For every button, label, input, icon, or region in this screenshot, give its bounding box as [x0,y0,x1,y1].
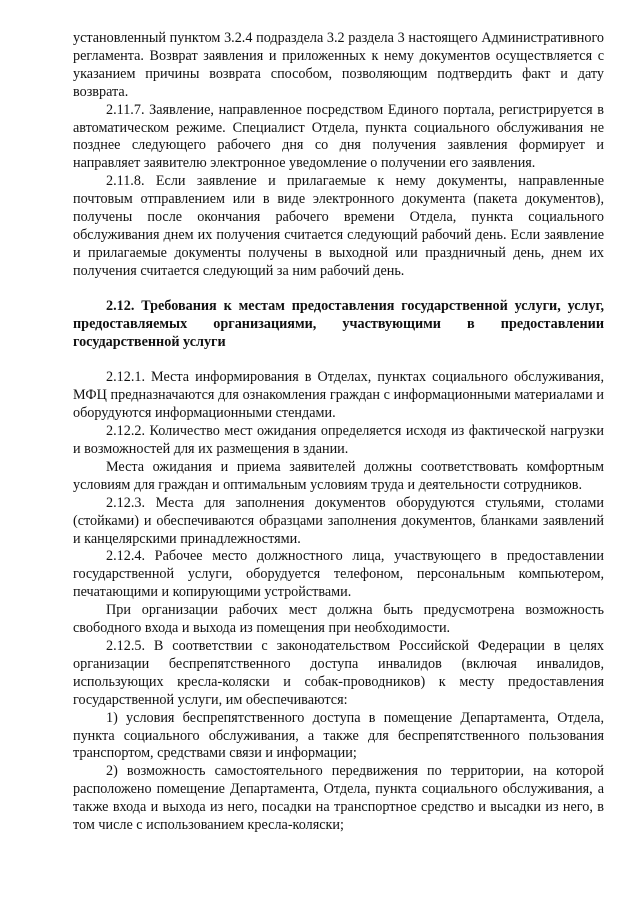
paragraph-waiting-places: Места ожидания и приема заявителей должны соответствовать комфортным условиям для граждан и оптимальным условиям труда и деятельности сотрудников. [73,458,604,493]
paragraph-2-12-1: 2.12.1. Места информирования в Отделах, пунктах социального обслуживания, МФЦ предназначаются для ознакомления граждан с информационными материалами и оборудуются информационными стендами. [73,369,604,422]
paragraph-2-12-5: 2.12.5. В соответствии с законодательством Российской Федерации в целях организации беспрепятственного доступа инвалидов (включая инвалидов, использующих кресла-коляски и собак-проводников) к месту предоставления государственной услуги, им обеспечиваются: [73,638,604,708]
section-heading-2-12: 2.12. Требования к местам предоставления государственной услуги, услуг, предоставляемых организациями, участвующими в предоставлении государственной услуги [73,297,604,350]
list-item-2: 2) возможность самостоятельного передвижения по территории, на которой расположено помещение Департамента, Отдела, пункта социального обслуживания, а также входа и выхода из него, посадки на транспортное средство и высадки из него, в том числе с использованием кресла-коляски; [73,763,604,834]
paragraph-workplace-access: При организации рабочих мест должна быть предусмотрена возможность свободного входа и выхода из помещения при необходимости. [73,602,604,637]
paragraph-2-11-7: 2.11.7. Заявление, направленное посредством Единого портала, регистрируется в автоматическом режиме. Специалист Отдела, пункта социального обслуживания не позднее следующего рабочего дня со дня получения заявления формирует и направляет заявителю электронное уведомление о получении его заявления. [73,101,604,172]
document-page [73,30,604,835]
paragraph-2-12-2: 2.12.2. Количество мест ожидания определяется исходя из фактической нагрузки и возможностей для их размещения в здании. [73,423,604,458]
list-item-1: 1) условия беспрепятственного доступа в помещение Департамента, Отдела, пункта социального обслуживания, а также для беспрепятственного пользования транспортом, средствами связи и информации; [73,709,604,762]
paragraph-2-12-3: 2.12.3. Места для заполнения документов оборудуются стульями, столами (стойками) и обеспечиваются образцами заполнения документов, бланками заявлений и канцелярскими принадлежностями. [73,494,604,547]
paragraph-continuation: установленный пунктом 3.2.4 подраздела 3.2 раздела 3 настоящего Административного регламента. Возврат заявления и приложенных к нему документов осуществляется с указанием причины возврата способом, позволяющим подтвердить факт и дату возврата. [73,30,604,100]
paragraph-2-12-4: 2.12.4. Рабочее место должностного лица, участвующего в предоставлении государственной услуги, оборудуется телефоном, персональным компьютером, печатающими и копирующими устройствами. [73,548,604,601]
paragraph-2-11-8: 2.11.8. Если заявление и прилагаемые к нему документы, направленные почтовым отправлением или в виде электронного документа (пакета документов), получены после окончания рабочего времени Отдела, пункта социального обслуживания днем их получения считается следующий рабочий день. Если заявление и прилагаемые документы получены в выходной или праздничный день, днем их получения считается следующий за ним рабочий день. [73,173,604,279]
